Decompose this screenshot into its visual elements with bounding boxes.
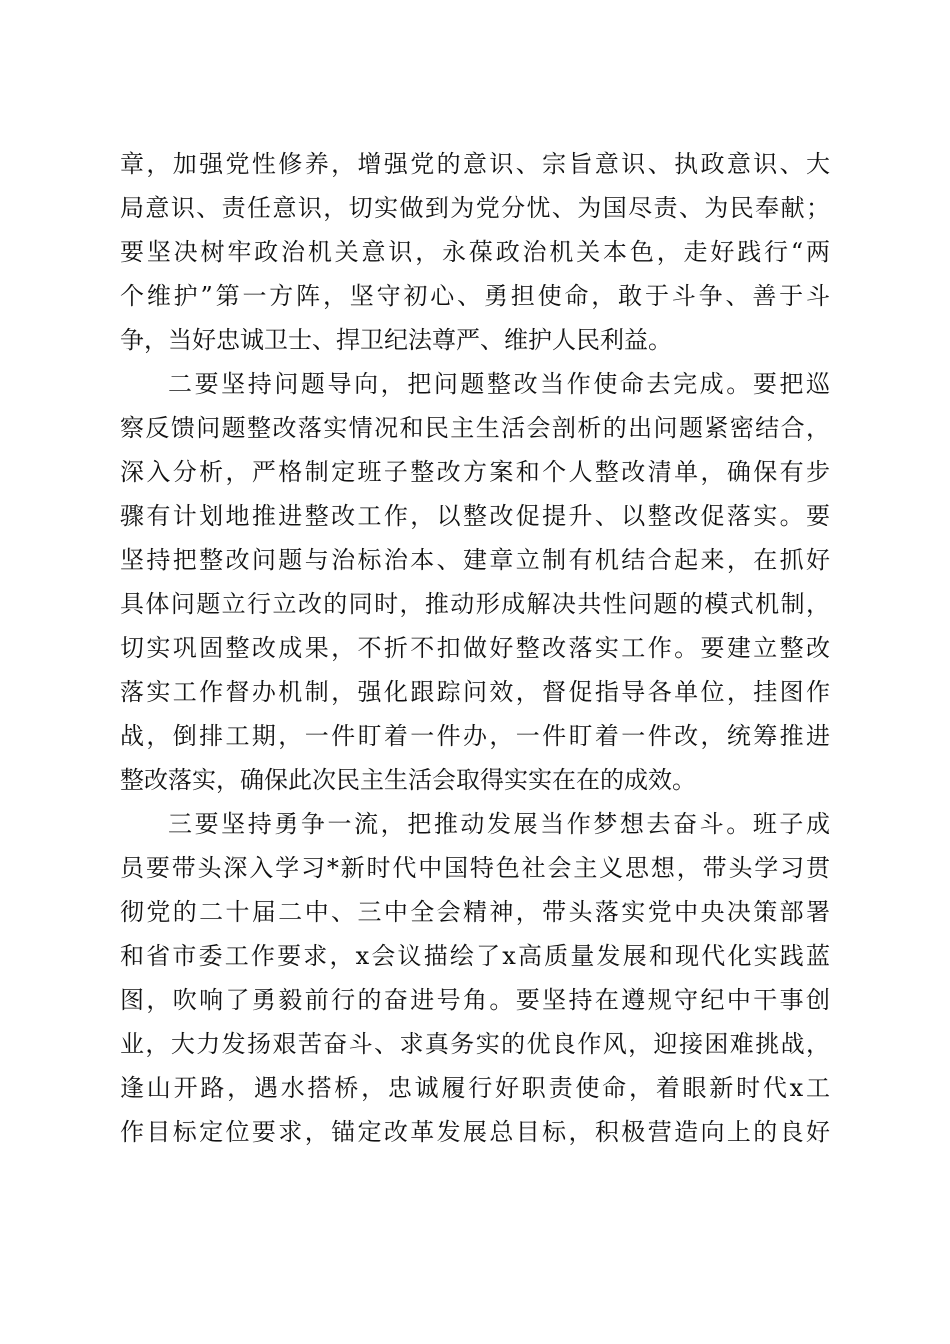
text-line: 和省市委工作要求，x会议描绘了x高质量发展和现代化实践蓝 <box>120 942 830 970</box>
text-line: 整改落实，确保此次民主生活会取得实实在在的成效。 <box>120 766 696 794</box>
text-line: 落实工作督办机制，强化跟踪问效，督促指导各单位，挂图作 <box>120 678 830 706</box>
text-line: 彻党的二十届二中、三中全会精神，带头落实党中央决策部署 <box>120 898 830 926</box>
text-line: 作目标定位要求，锚定改革发展总目标，积极营造向上的良好 <box>120 1118 830 1146</box>
text-line: 业，大力发扬艰苦奋斗、求真务实的优良作风，迎接困难挑战， <box>120 1030 830 1058</box>
text-line: 察反馈问题整改落实情况和民主生活会剖析的出问题紧密结合， <box>120 414 830 442</box>
text-line: 要坚决树牢政治机关意识，永葆政治机关本色，走好践行“两 <box>120 238 830 266</box>
text-line: 局意识、责任意识，切实做到为党分忧、为国尽责、为民奉献； <box>120 194 830 222</box>
text-line: 员要带头深入学习*新时代中国特色社会主义思想，带头学习贯 <box>120 854 830 882</box>
text-line: 战，倒排工期，一件盯着一件办，一件盯着一件改，统筹推进 <box>120 722 830 750</box>
text-line: 切实巩固整改成果，不折不扣做好整改落实工作。要建立整改 <box>120 634 830 662</box>
text-line: 章，加强党性修养，增强党的意识、宗旨意识、执政意识、大 <box>120 150 830 178</box>
text-line: 个维护”第一方阵，坚守初心、勇担使命，敢于斗争、善于斗 <box>120 282 830 310</box>
document-body <box>120 142 830 1154</box>
text-line: 争，当好忠诚卫士、捍卫纪法尊严、维护人民利益。 <box>120 326 672 354</box>
text-line: 深入分析，严格制定班子整改方案和个人整改清单，确保有步 <box>120 458 830 486</box>
text-line: 具体问题立行立改的同时，推动形成解决共性问题的模式机制， <box>120 590 830 618</box>
text-line: 图，吹响了勇毅前行的奋进号角。要坚持在遵规守纪中干事创 <box>120 986 830 1014</box>
text-line: 逢山开路，遇水搭桥，忠诚履行好职责使命，着眼新时代x工 <box>120 1074 830 1102</box>
paragraph-first-line: 二要坚持问题导向，把问题整改当作使命去完成。要把巡 <box>168 370 830 398</box>
text-line: 骤有计划地推进整改工作，以整改促提升、以整改促落实。要 <box>120 502 830 530</box>
text-line: 坚持把整改问题与治标治本、建章立制有机结合起来，在抓好 <box>120 546 830 574</box>
paragraph-first-line: 三要坚持勇争一流，把推动发展当作梦想去奋斗。班子成 <box>168 810 830 838</box>
